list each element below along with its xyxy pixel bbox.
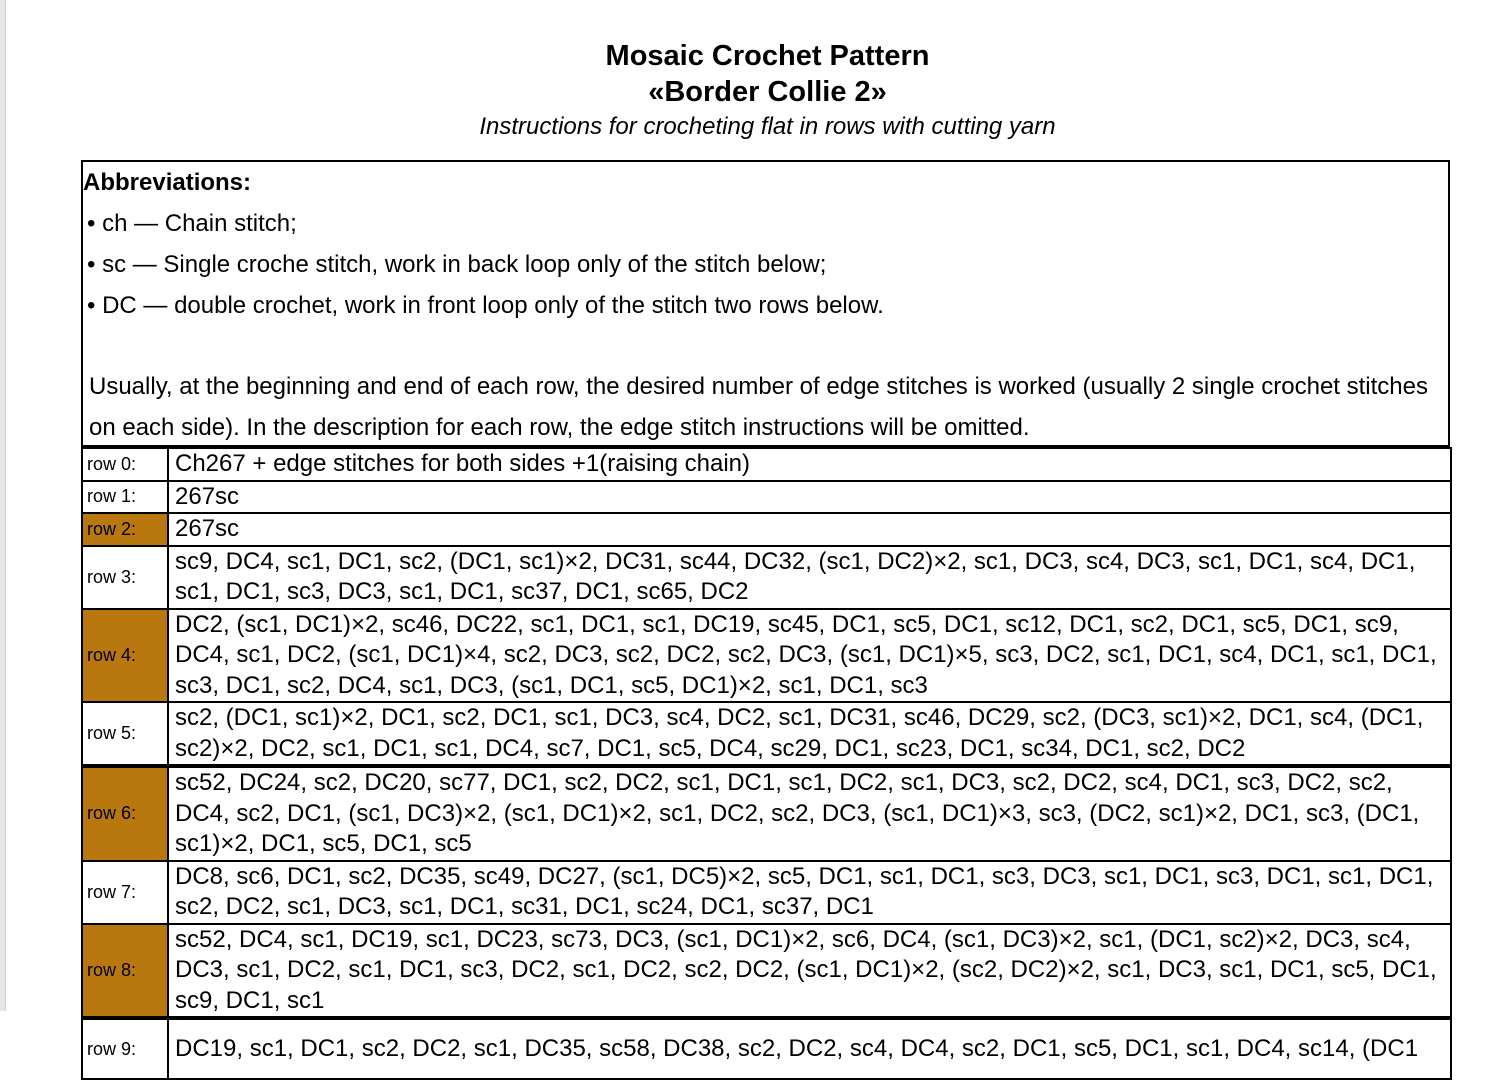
table-row [82,702,1451,766]
row-instructions: 267sc [168,513,1451,546]
rows-table [81,447,1452,1080]
table-row [82,546,1451,609]
row-label: row 7: [82,861,168,924]
abbreviation-sc: • sc — Single croche stitch, work in back loop only of the stitch below; [87,251,827,278]
row-label: row 4: [82,609,168,703]
row-instructions: DC19, sc1, DC1, sc2, DC2, sc1, DC35, sc58, DC38, sc2, DC2, sc4, DC4, sc2, DC1, sc5, DC1, sc1, DC4, sc14, (DC1 [168,1018,1451,1079]
abbreviation-dc: • DC — double crochet, work in front loop only of the stitch two rows below. [87,292,884,319]
row-label: row 9: [82,1018,168,1079]
row-label: row 0: [82,448,168,481]
abbreviations-heading: Abbreviations: [83,169,252,196]
row-instructions: sc52, DC24, sc2, DC20, sc77, DC1, sc2, DC2, sc1, DC1, sc1, DC2, sc1, DC3, sc2, DC2, sc4, DC1, sc3, DC2, sc2, DC4, sc2, DC1, (sc1, DC3)×2, (sc1, DC1)×2, sc1, DC2, sc2, DC3, (sc1, DC1)×3, sc3, (DC2, sc1)×2, DC1, sc3, (DC1, sc1)×2, DC1, sc5, DC1, sc5 [168,766,1451,861]
document-title: Mosaic Crochet Pattern [605,40,930,72]
row-label: row 2: [82,513,168,546]
table-row [82,448,1451,481]
row-label: row 5: [82,702,168,766]
instructions-subtitle: Instructions for crocheting flat in rows with cutting yarn [479,113,1056,140]
table-row [82,481,1451,514]
table-row [82,1018,1451,1079]
row-instructions: sc52, DC4, sc1, DC19, sc1, DC23, sc73, DC3, (sc1, DC1)×2, sc6, DC4, (sc1, DC3)×2, sc1, (DC1, sc2)×2, DC3, sc4, DC3, sc1, DC2, sc1, DC1, sc3, DC2, sc1, DC2, sc2, DC2, (sc1, DC1)×2, (sc2, DC2)×2, sc1, DC3, sc1, DC1, sc5, DC1, sc9, DC1, sc1 [168,924,1451,1019]
row-label: row 6: [82,766,168,861]
table-row [82,861,1451,924]
row-instructions: Ch267 + edge stitches for both sides +1(raising chain) [168,448,1451,481]
row-label: row 8: [82,924,168,1019]
abbreviation-ch: • ch — Chain stitch; [87,210,297,237]
table-row [82,766,1451,861]
row-label: row 3: [82,546,168,609]
row-instructions: DC2, (sc1, DC1)×2, sc46, DC22, sc1, DC1, sc1, DC19, sc45, DC1, sc5, DC1, sc12, DC1, sc2, DC1, sc5, DC1, sc9, DC4, sc1, DC2, (sc1, DC1)×4, sc2, DC3, sc2, DC2, sc2, DC3, (sc1, DC1)×5, sc3, DC2, sc1, DC1, sc4, DC1, sc1, DC1, sc3, DC1, sc2, DC4, sc1, DC3, (sc1, DC1, sc5, DC1)×2, sc1, DC1, sc3 [168,609,1451,703]
page-edge [0,0,6,1011]
row-instructions: sc9, DC4, sc1, DC1, sc2, (DC1, sc1)×2, DC31, sc44, DC32, (sc1, DC2)×2, sc1, DC3, sc4, DC3, sc1, DC1, sc4, DC1, sc1, DC1, sc3, DC3, sc1, DC1, sc37, DC1, sc65, DC2 [168,546,1451,609]
row-label: row 1: [82,481,168,514]
row-instructions: DC8, sc6, DC1, sc2, DC35, sc49, DC27, (sc1, DC5)×2, sc5, DC1, sc1, DC1, sc3, DC3, sc1, DC1, sc3, DC1, sc1, DC1, sc2, DC2, sc1, DC3, sc1, DC1, sc31, DC1, sc24, DC1, sc37, DC1 [168,861,1451,924]
table-row [82,924,1451,1019]
table-row [82,513,1451,546]
pattern-name: «Border Collie 2» [648,76,887,108]
table-row [82,609,1451,703]
row-instructions: 267sc [168,481,1451,514]
abbreviations-box [81,160,1450,447]
row-instructions: sc2, (DC1, sc1)×2, DC1, sc2, DC1, sc1, DC3, sc4, DC2, sc1, DC31, sc46, DC29, sc2, (DC3, sc1)×2, DC1, sc4, (DC1, sc2)×2, DC2, sc1, DC1, sc1, DC4, sc7, DC1, sc5, DC4, sc29, DC1, sc23, DC1, sc34, DC1, sc2, DC2 [168,702,1451,766]
edge-stitch-note: Usually, at the beginning and end of each row, the desired number of edge stitches is worked (usually 2 single crochet stitches on each side). In the description for each row, the edge stitch instructions will be omitted. [89,373,1428,441]
